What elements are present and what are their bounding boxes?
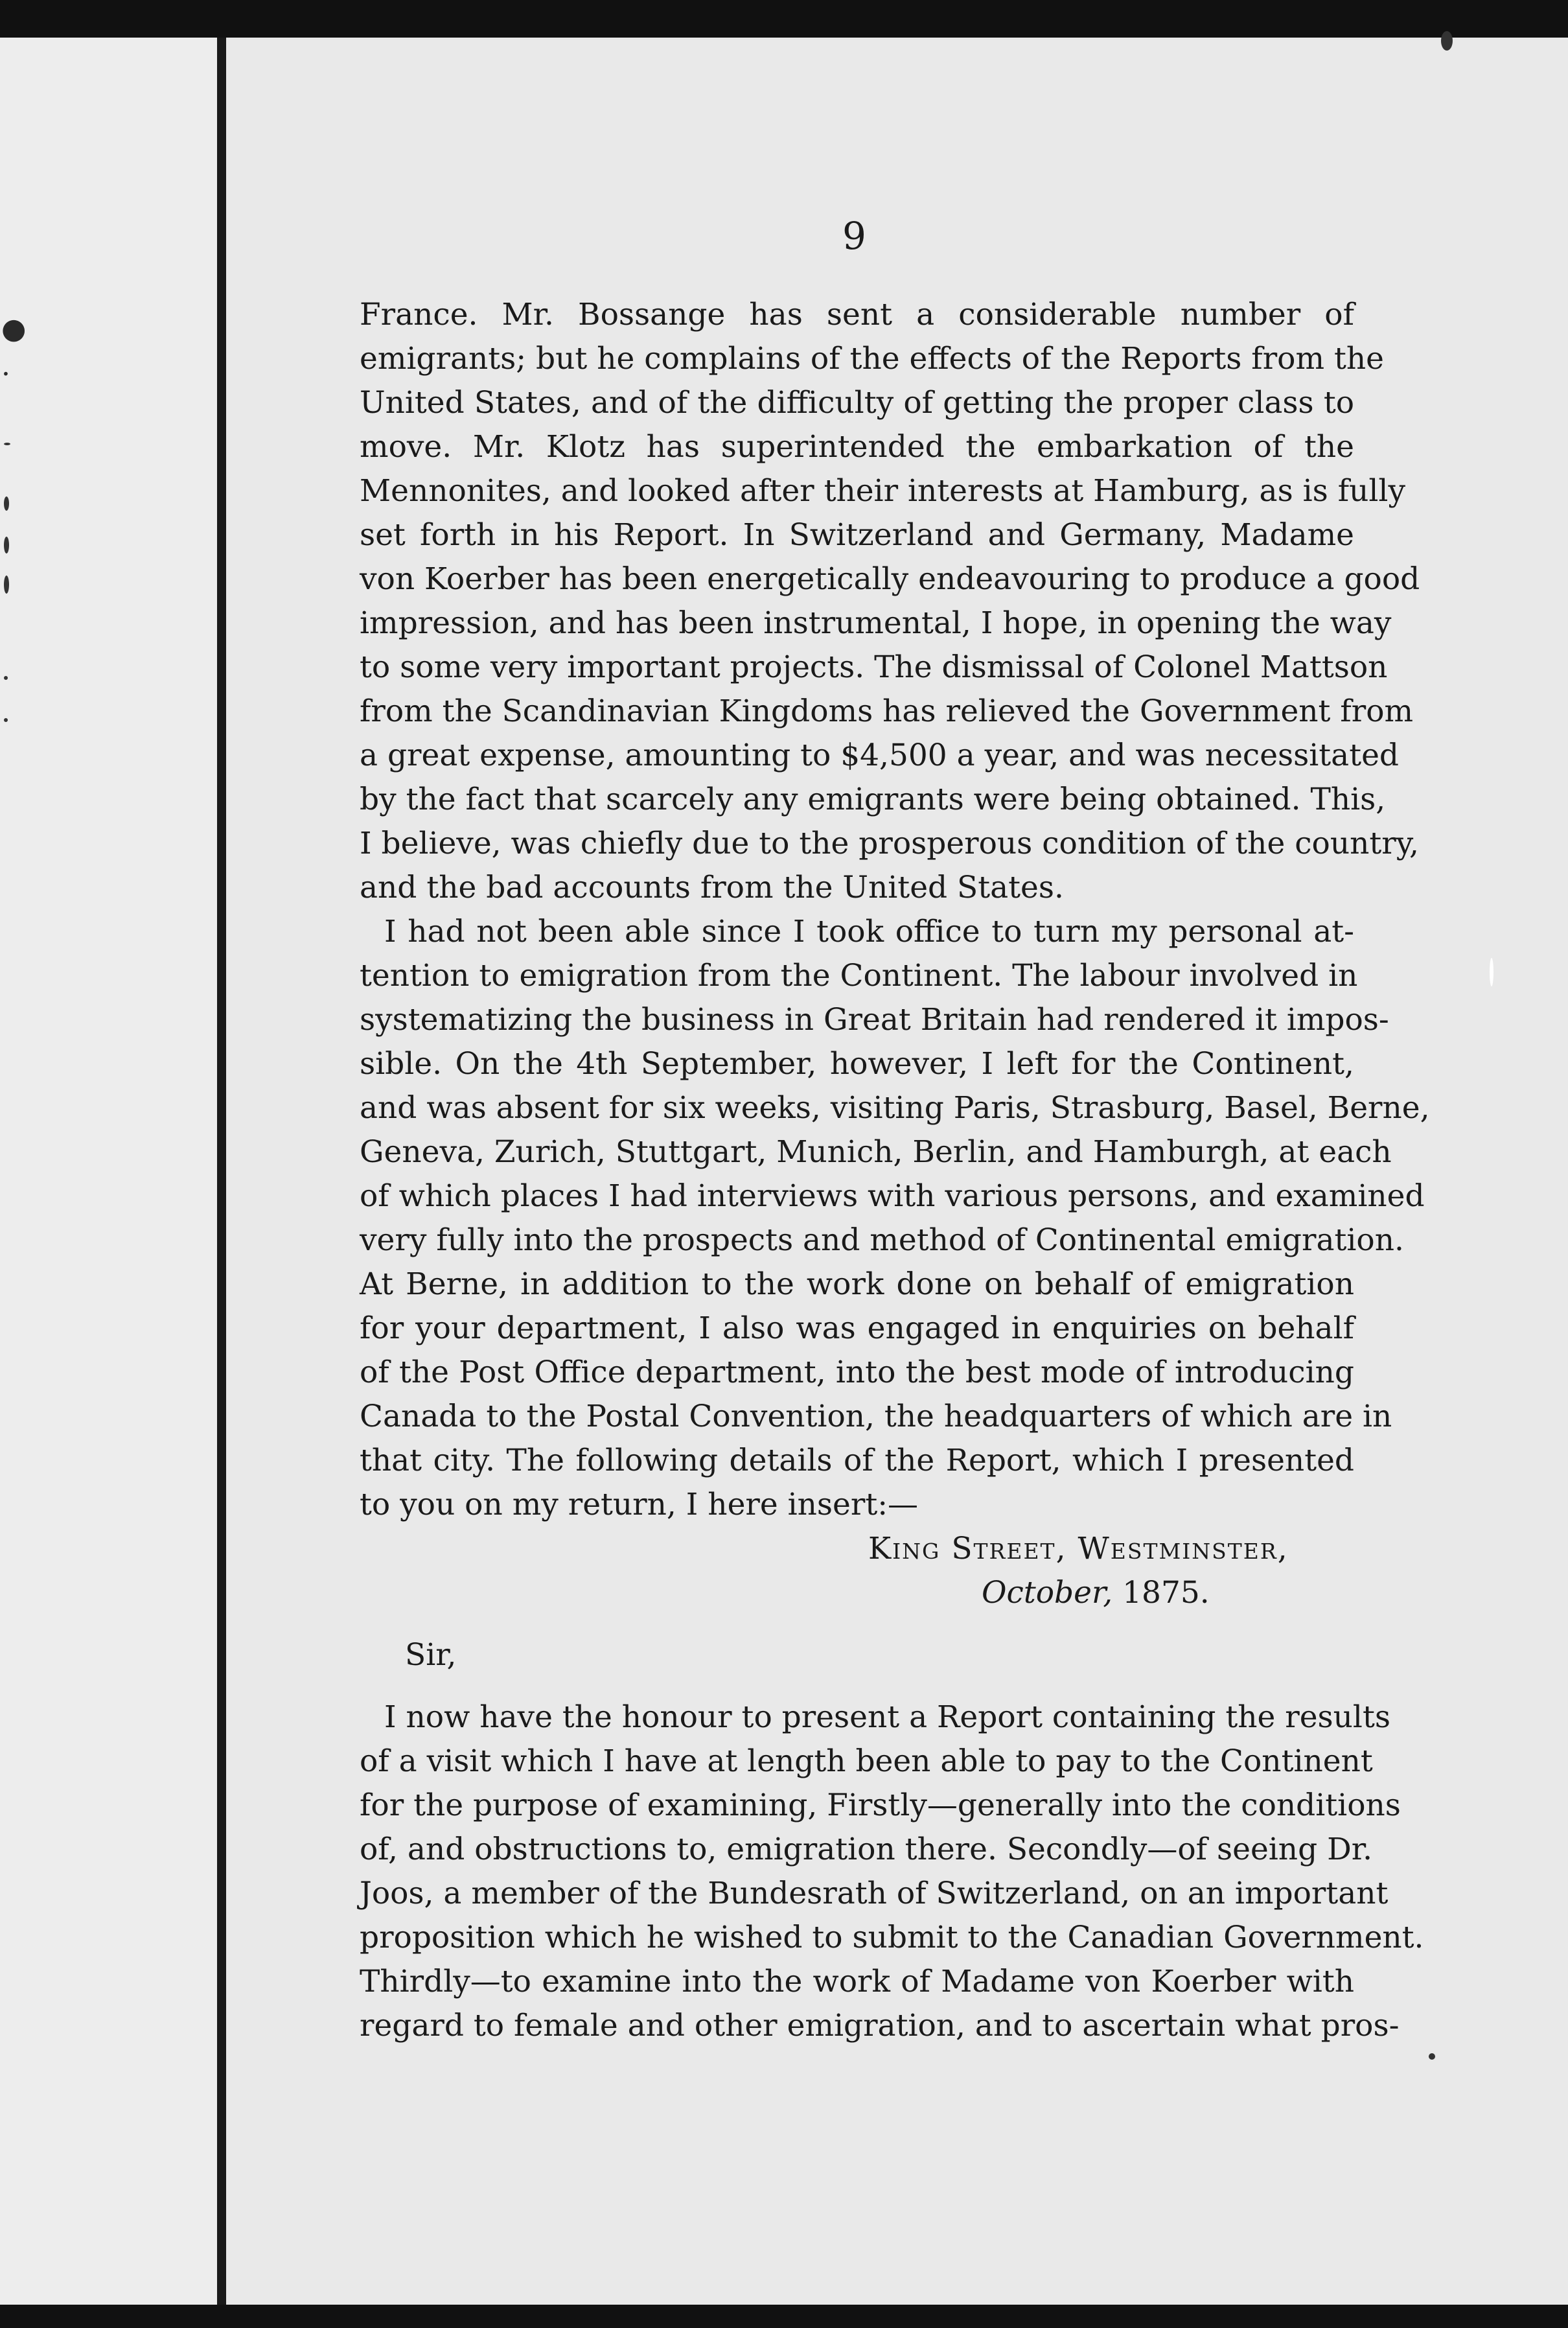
text-line: of the Post Office department, into the best mode of introducing (360, 1355, 1354, 1390)
text-line: of which places I had interviews with various persons, and examined (360, 1178, 1425, 1214)
text-line: a great expense, amounting to $4,500 a year, and was necessitated (360, 738, 1399, 773)
scan-top-border (0, 0, 1568, 38)
text-line: I had not been able since I took office to turn my personal at- (384, 914, 1354, 949)
text-line: Joos, a member of the Bundesrath of Switzerland, on an important (360, 1876, 1389, 1911)
text-line: very fully into the prospects and method of Continental emigration. (360, 1222, 1404, 1258)
text-line: and was absent for six weeks, visiting Paris, Strasburg, Basel, Berne, (360, 1090, 1430, 1126)
text-line: systematizing the business in Great Britain had rendered it impos- (360, 1002, 1389, 1038)
text-line: I now have the honour to present a Report containing the results (384, 1699, 1390, 1735)
edge-speck (4, 676, 8, 680)
edge-mark: · (1, 358, 10, 391)
text-line: Geneva, Zurich, Stuttgart, Munich, Berlin, and Hamburgh, at each (360, 1134, 1392, 1170)
text-line: move. Mr. Klotz has superintended the embarkation of the (360, 429, 1354, 465)
binding-gutter (217, 38, 226, 2305)
text-line: United States, and of the difficulty of getting the proper class to (360, 385, 1354, 421)
text-line: to you on my return, I here insert:— (360, 1487, 919, 1522)
text-line: to some very important projects. The dismissal of Colonel Mattson (360, 649, 1388, 685)
text-line: von Koerber has been energetically endeavouring to produce a good (360, 561, 1420, 597)
scan-speck (1429, 2053, 1435, 2060)
scan-speck (1490, 958, 1493, 986)
text-line: France. Mr. Bossange has sent a considerable number of (360, 297, 1354, 332)
edge-speck (4, 443, 10, 445)
text-line: set forth in his Report. In Switzerland and Germany, Madame (360, 517, 1354, 553)
scan-speck (1441, 31, 1453, 51)
text-line: from the Scandinavian Kingdoms has relieved the Government from (360, 693, 1414, 729)
page-number: 9 (842, 214, 866, 258)
text-line: Thirdly—to examine into the work of Madame von Koerber with (360, 1964, 1354, 1999)
edge-speck (4, 576, 9, 594)
text-line: of a visit which I have at length been able to pay to the Continent (360, 1743, 1373, 1779)
text-line: impression, and has been instrumental, I hope, in opening the way (360, 605, 1392, 641)
dateline-month: October, (982, 1575, 1113, 1611)
text-line: Canada to the Postal Convention, the headquarters of which are in (360, 1399, 1392, 1434)
text-line: At Berne, in addition to the work done on behalf of emigration (360, 1266, 1354, 1302)
text-line: tention to emigration from the Continent. The labour involved in (360, 958, 1358, 994)
text-line: that city. The following details of the Report, which I presented (360, 1443, 1354, 1478)
text-line: by the fact that scarcely any emigrants were being obtained. This, (360, 782, 1386, 817)
previous-page-edge (0, 38, 217, 2305)
scan-bottom-border (0, 2305, 1568, 2328)
edge-mark: ● (1, 312, 27, 345)
text-line: emigrants; but he complains of the effects of the Reports from the (360, 341, 1384, 377)
dateline-date (982, 1575, 1210, 1611)
text-line: sible. On the 4th September, however, I left for the Continent, (360, 1046, 1354, 1082)
edge-speck (4, 496, 9, 511)
text-line: regard to female and other emigration, and to ascertain what pros- (360, 2008, 1400, 2043)
text-line: and the bad accounts from the United States. (360, 870, 1064, 905)
text-line: of, and obstructions to, emigration there. Secondly—of seeing Dr. (360, 1832, 1373, 1867)
text-line: for your department, I also was engaged in enquiries on behalf (360, 1310, 1354, 1346)
text-line: Mennonites, and looked after their interests at Hamburg, as is fully (360, 473, 1405, 509)
salutation: Sir, (405, 1637, 457, 1673)
dateline-year: 1875. (1122, 1575, 1210, 1611)
text-line: for the purpose of examining, Firstly—generally into the conditions (360, 1787, 1401, 1823)
edge-speck (4, 537, 9, 553)
text-line: I believe, was chiefly due to the prosperous condition of the country, (360, 826, 1419, 861)
text-line: proposition which he wished to submit to the Canadian Government. (360, 1920, 1424, 1955)
dateline-address: King Street, Westminster, (868, 1531, 1289, 1566)
edge-speck (4, 718, 8, 722)
